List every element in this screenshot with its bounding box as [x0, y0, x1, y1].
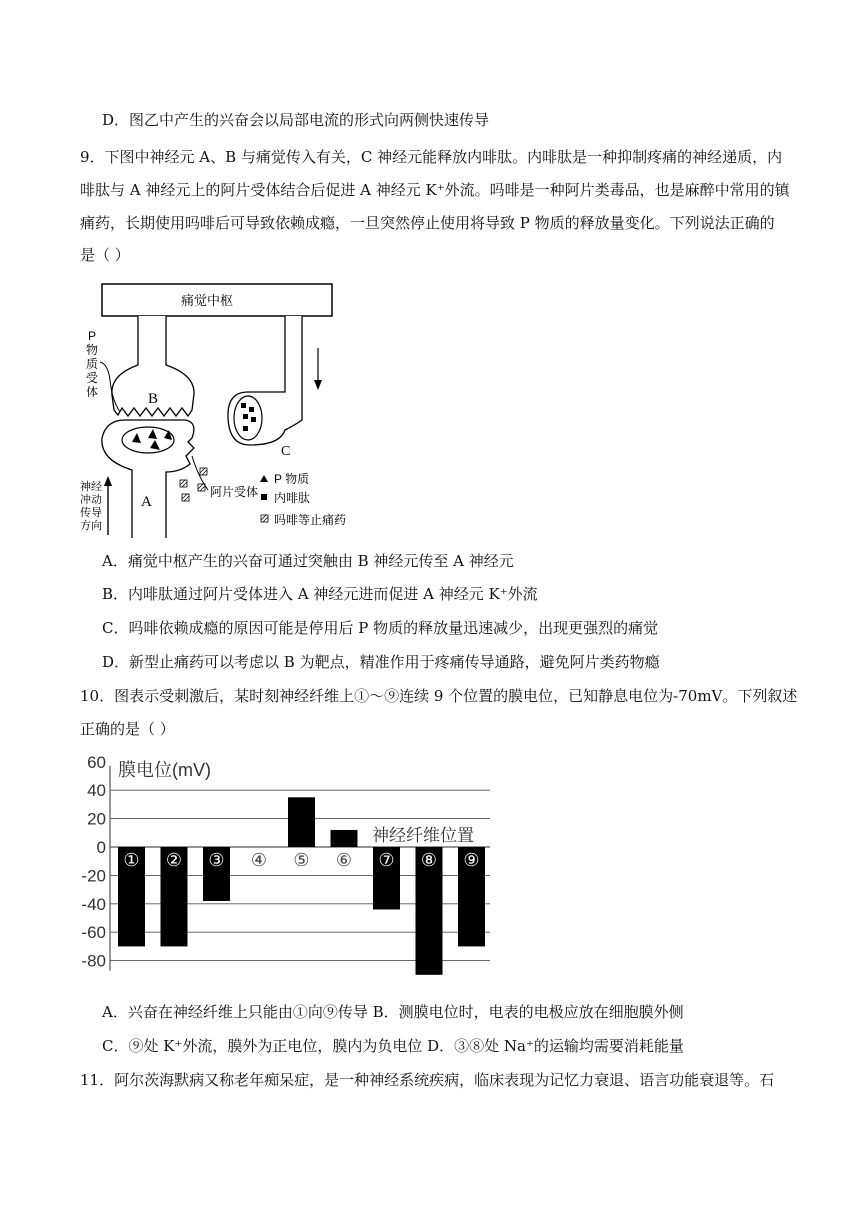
- chart-xlabel: 神经纤维位置: [372, 826, 474, 845]
- legend-morphine: 吗啡等止痛药: [274, 513, 347, 527]
- q9-option-d: D．新型止痛药可以考虑以 B 为靶点，精准作用于疼痛传导通路，避免阿片类药物瘾: [102, 653, 660, 671]
- q9-stem-line-3: 痛药，长期使用吗啡后可导致依赖成瘾，一旦突然停止使用将导致 P 物质的释放量变化。下列说法正确的: [80, 214, 775, 232]
- legend-endorphin: 内啡肽: [274, 491, 311, 505]
- category-label: ②: [165, 850, 183, 871]
- bar: [288, 797, 315, 847]
- impulse-label-3: 传导: [80, 507, 102, 519]
- y-tick-label: 60: [87, 752, 106, 772]
- chart-title: 膜电位(mV): [118, 760, 211, 780]
- chart-y-ticks: [81, 753, 106, 971]
- category-label: ⑥: [335, 850, 353, 871]
- legend-p-substance-icon: [260, 475, 268, 482]
- impulse-label-4: 方向: [80, 520, 102, 532]
- neuron-a-vesicle: [122, 427, 174, 453]
- category-label: ④: [250, 850, 268, 871]
- neuron-b-label: B: [148, 391, 159, 407]
- y-tick-label: 20: [87, 809, 106, 829]
- y-tick-label: -20: [81, 866, 106, 886]
- q9-stem-line-2: 啡肽与 A 神经元上的阿片受体结合后促进 A 神经元 K⁺外流。吗啡是一种阿片类毒品，也是麻醉中常用的镇: [80, 181, 790, 199]
- q10-options-line-1: A．兴奋在神经纤维上只能由①向⑨传导 B．测膜电位时，电表的电极应放在细胞膜外侧: [102, 1003, 684, 1021]
- pain-center-label: 痛觉中枢: [180, 293, 234, 308]
- impulse-label-2: 冲动: [80, 494, 102, 506]
- q9-stem-line-1: 9．下图中神经元 A、B 与痛觉传入有关，C 神经元能释放内啡肽。内啡肽是一种抑制疼痛的神经递质，内: [80, 148, 783, 166]
- q10-options-line-2: C．⑨处 K⁺外流，膜外为正电位，膜内为负电位 D．③⑧处 Na⁺的运输均需要消耗能量: [102, 1037, 684, 1055]
- q11-stem: 11．阿尔茨海默病又称老年痴呆症，是一种神经系统疾病，临床表现为记忆力衰退、语言功能衰退等。石: [80, 1071, 775, 1089]
- opiate-receptor-label: 阿片受体: [210, 485, 259, 499]
- q9-option-b: B．内啡肽通过阿片受体进入 A 神经元进而促进 A 神经元 K⁺外流: [102, 585, 538, 603]
- y-tick-label: -60: [81, 923, 106, 943]
- category-label: ⑤: [293, 850, 310, 871]
- p-receptor-label-4: 受: [86, 371, 99, 385]
- bar: [331, 830, 358, 847]
- neuron-a-label: A: [141, 494, 152, 510]
- chart-category-labels: [123, 850, 479, 871]
- q8-option-d: D．图乙中产生的兴奋会以局部电流的形式向两侧快速传导: [102, 111, 490, 129]
- chart-bars: [118, 797, 485, 975]
- category-label: ⑦: [378, 850, 395, 871]
- q9-option-c: C．吗啡依赖成瘾的原因可能是停用后 P 物质的释放量迅速减少，出现更强烈的痛觉: [102, 619, 659, 637]
- membrane-potential-chart: [80, 752, 500, 982]
- y-tick-label: -80: [81, 951, 106, 971]
- category-label: ③: [208, 850, 225, 871]
- neuron-c-label: C: [281, 444, 291, 459]
- p-receptor-label-2: 物: [86, 343, 99, 357]
- category-label: ①: [123, 850, 140, 871]
- q10-stem-line-1: 10．图表示受刺激后，某时刻神经纤维上①～⑨连续 9 个位置的膜电位，已知静息电位为-70mV。下列叙述: [80, 687, 798, 705]
- q9-option-a: A．痛觉中枢产生的兴奋可通过突触由 B 神经元传至 A 神经元: [102, 552, 514, 570]
- y-tick-label: 0: [96, 838, 106, 857]
- p-receptor-label-5: 体: [86, 385, 99, 399]
- neuron-diagram: [80, 280, 370, 540]
- q9-stem-line-4: 是（ ）: [80, 246, 130, 264]
- y-tick-label: 40: [87, 781, 106, 801]
- p-receptor-label-1: P: [88, 329, 97, 343]
- impulse-label-1: 神经: [80, 481, 102, 493]
- legend-endorphin-icon: [261, 494, 267, 500]
- category-label: ⑧: [420, 850, 438, 871]
- category-label: ⑨: [463, 850, 480, 871]
- p-receptor-label-3: 质: [86, 357, 99, 371]
- legend-p-substance: P 物质: [274, 472, 310, 486]
- y-tick-label: -40: [81, 894, 106, 914]
- q10-stem-line-2: 正确的是（ ）: [80, 720, 175, 738]
